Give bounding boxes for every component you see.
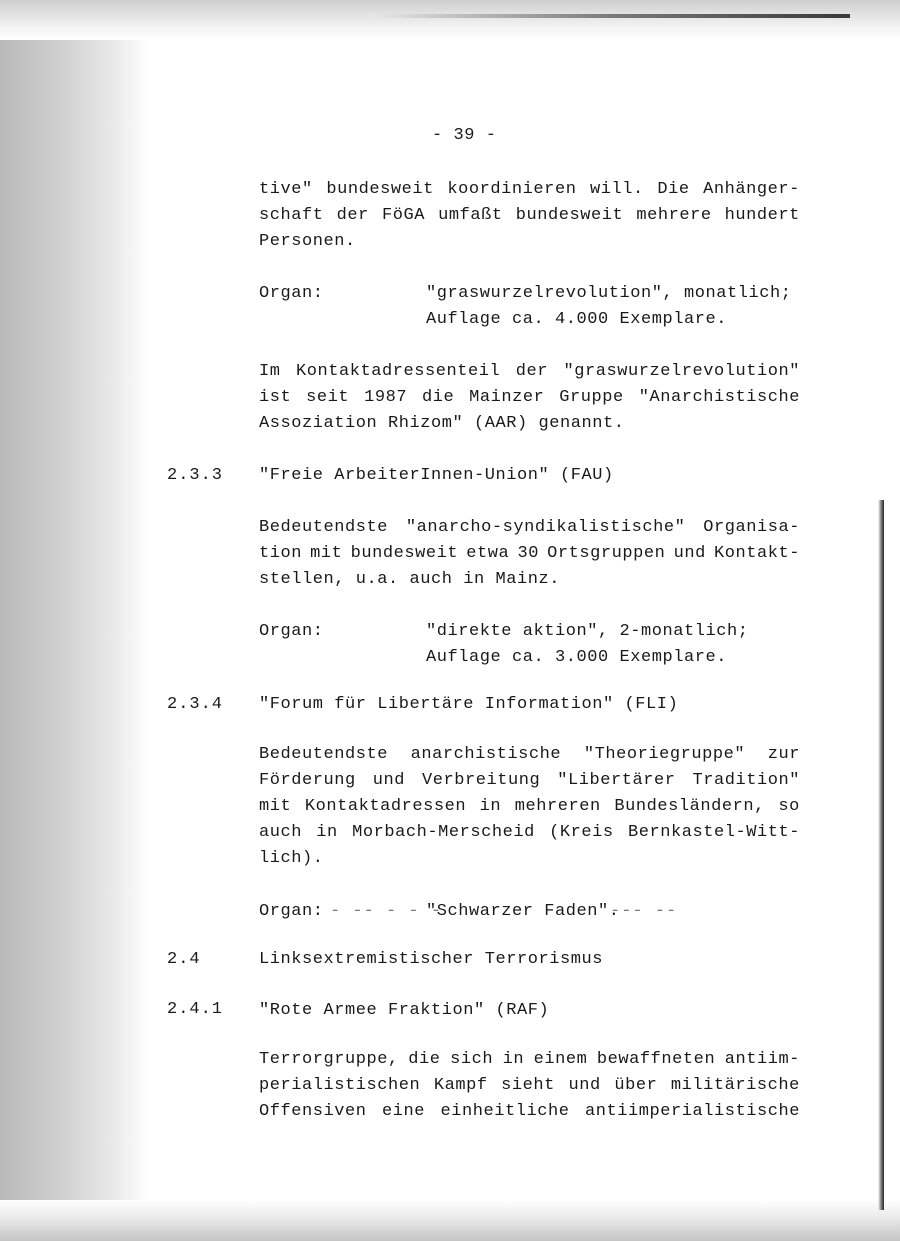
organ-label: Organ: (259, 284, 324, 303)
paragraph-line (259, 745, 800, 765)
dotted-leader: --- -- (610, 902, 678, 921)
dotted-leader: - -- - - - (330, 902, 443, 921)
word: (Kreis (549, 823, 614, 842)
organ-label: Organ: (259, 902, 324, 921)
word: in (316, 823, 338, 842)
word: Verbreitung (421, 771, 541, 790)
word: umfaßt (438, 206, 503, 225)
section-heading: Linksextremistischer Terrorismus (259, 950, 604, 969)
word: tion (259, 544, 303, 563)
section-heading: "Forum für Libertäre Information" (FLI) (259, 695, 679, 714)
word: militärische (670, 1076, 800, 1095)
organ-label: Organ: (259, 622, 324, 641)
section-number: 2.4 (167, 950, 201, 969)
word: Gruppe (559, 388, 624, 407)
paragraph-line (259, 388, 800, 408)
word: in (502, 1050, 525, 1069)
word: bundesweit (326, 180, 434, 199)
paragraph-line (259, 570, 560, 590)
word: FöGA (381, 206, 425, 225)
word: koordinieren (447, 180, 577, 199)
word: Bundesländern, (614, 797, 765, 816)
word: anarchistische (410, 745, 562, 764)
word: der (515, 362, 548, 381)
word: Kontakt- (713, 544, 800, 563)
paragraph-line (259, 1102, 800, 1122)
paragraph-line (259, 206, 800, 226)
word: etwa (466, 544, 510, 563)
organ-circulation: Auflage ca. 3.000 Exemplare. (426, 648, 728, 667)
word: antiim- (724, 1050, 800, 1069)
word: sieht (501, 1076, 555, 1095)
paragraph-line (259, 544, 800, 564)
section-heading: "Freie ArbeiterInnen-Union" (FAU) (259, 466, 614, 485)
word: Kampf (433, 1076, 488, 1095)
word: antiimperialistische (584, 1102, 800, 1121)
scan-shadow-bottom (0, 1200, 900, 1241)
word: bundesweit (350, 544, 459, 563)
section-number: 2.3.4 (167, 695, 224, 714)
word: mit (259, 797, 292, 816)
section-heading: "Rote Armee Fraktion" (RAF) (259, 1001, 550, 1020)
word: Im (259, 362, 281, 381)
word: mehreren (514, 797, 601, 816)
paragraph-line (259, 518, 800, 538)
word: die (408, 1050, 441, 1069)
word: Terrorgruppe, (259, 1050, 399, 1069)
word: "graswurzelrevolution" (563, 362, 800, 381)
word: ist (259, 388, 292, 407)
word: mehrere (636, 206, 712, 225)
word: schaft (259, 206, 324, 225)
word: Assoziation Rhizom" (AAR) genannt. (259, 414, 625, 433)
paragraph-line (259, 232, 356, 252)
paragraph-line (259, 823, 800, 843)
paragraph-line (259, 797, 800, 817)
scan-edge-right (878, 500, 884, 1210)
organ-circulation: Auflage ca. 4.000 Exemplare. (426, 310, 728, 329)
word: einheitliche (440, 1102, 570, 1121)
scan-shadow-left (0, 0, 150, 1241)
scan-edge-top (370, 14, 850, 18)
word: Kontaktadressen (304, 797, 467, 816)
word: hundert (724, 206, 800, 225)
section-number: 2.4.1 (167, 1000, 224, 1019)
page-number: - 39 - (432, 126, 497, 145)
word: bewaffneten (596, 1050, 716, 1069)
word: einem (533, 1050, 588, 1069)
word: die (421, 388, 455, 407)
word: Bedeutendste (259, 745, 389, 764)
word: lich). (259, 849, 324, 868)
word: tive" (259, 180, 313, 199)
word: Mainzer (469, 388, 545, 407)
paragraph-line (259, 1076, 800, 1096)
paragraph-line (259, 362, 800, 382)
word: Offensiven (259, 1102, 367, 1121)
word: eine (381, 1102, 425, 1121)
word: auch (259, 823, 303, 842)
word: Bedeutendste (259, 518, 389, 537)
word: Personen. (259, 232, 356, 251)
word: mit (310, 544, 343, 563)
word: 30 (517, 544, 539, 563)
word: zur (767, 745, 800, 764)
word: stellen, u.a. auch in Mainz. (259, 570, 561, 589)
organ-value: "graswurzelrevolution", monatlich; (426, 284, 792, 303)
word: Die (657, 180, 690, 199)
word: Organisa- (703, 518, 800, 537)
word: in (479, 797, 502, 816)
word: "Anarchistische (638, 388, 800, 407)
paragraph-line (259, 180, 800, 200)
word: und (673, 544, 706, 563)
section-number: 2.3.3 (167, 466, 224, 485)
word: so (778, 797, 800, 816)
word: und (568, 1076, 601, 1095)
word: sich (450, 1050, 494, 1069)
paragraph-line (259, 771, 800, 791)
word: und (372, 771, 405, 790)
word: "Theoriegruppe" (583, 745, 746, 764)
word: Tradition" (692, 771, 800, 790)
organ-value: "direkte aktion", 2-monatlich; (426, 622, 749, 641)
word: "anarcho-syndikalistische" (405, 518, 686, 537)
word: über (614, 1076, 658, 1095)
paragraph-line (259, 849, 324, 869)
word: perialistischen (259, 1076, 421, 1095)
organ-value: "Schwarzer Faden". (426, 902, 620, 921)
word: Kontaktadressenteil (295, 362, 501, 381)
paragraph-line (259, 414, 625, 434)
word: "Libertärer (557, 771, 676, 790)
word: Morbach-Merscheid (352, 823, 535, 842)
word: Anhänger- (703, 180, 800, 199)
word: will. (590, 180, 644, 199)
word: Ortsgruppen (547, 544, 666, 563)
word: seit (306, 388, 350, 407)
word: der (336, 206, 369, 225)
scan-shadow-top (0, 0, 900, 40)
word: Förderung (259, 771, 356, 790)
paragraph-line (259, 1050, 800, 1070)
word: Bernkastel-Witt- (627, 823, 800, 842)
word: 1987 (364, 388, 408, 407)
word: bundesweit (515, 206, 624, 225)
